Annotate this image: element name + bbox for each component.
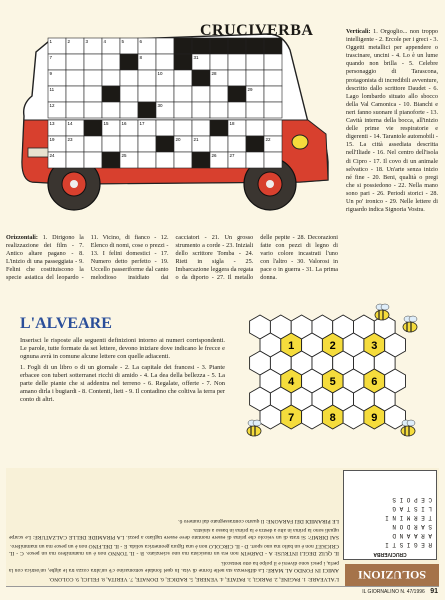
- crossword-cell[interactable]: [246, 70, 264, 86]
- crossword-cell[interactable]: [84, 86, 102, 102]
- black-cell: [102, 152, 120, 168]
- cell-number: 7: [49, 55, 53, 60]
- black-cell: [174, 38, 192, 54]
- hex-number: 3: [371, 340, 378, 352]
- crossword-cell[interactable]: [174, 70, 192, 86]
- piramide-solution: SAI DIRMI?: Si trata di un veicolo che prima di essere montato deve essere tagliato a pezzi. LA PIRAMIDE DELLE CALZATURE: Le scarpe uguali sono la prima in alto a destra e la prima in basso a sinistra.: [9, 526, 339, 540]
- cell-number: 5: [121, 39, 125, 44]
- crossword-cell[interactable]: [210, 136, 228, 152]
- crossword-cell[interactable]: [138, 152, 156, 168]
- crossword-cell[interactable]: [228, 54, 246, 70]
- crossword-cell[interactable]: [66, 152, 84, 168]
- black-cell: [156, 136, 174, 152]
- crossword-cell[interactable]: [210, 54, 228, 70]
- alveare-solution: L'ALVEARE: 1. PAGINE, 2. PARIGI, 3. PATATE, 4. VENERE, 5. RADICE, 6. DONATE, 7. VERITA, 8. FELICI, 9. COLONO.: [48, 576, 339, 582]
- black-cell: [192, 38, 210, 54]
- black-cell: [174, 54, 192, 70]
- crossword-cell[interactable]: [228, 70, 246, 86]
- hex-number: 4: [288, 376, 295, 388]
- black-cell: [210, 38, 228, 54]
- orizzontali-text: 1. Dirigono la realizzazione dei film - 7. Antico altare pagano - 8. L'inizio di una passeggiata - 9. Felini che costituiscono la specie asiatica del leopardo - 11. Vicino, di fianco - 12. Elenco di nomi, cose o prezzi - 13. I felini domestici - 17. Numero detto perfetto - 19. Uccello passeriforme dal canto melodioso insidiato dai cacciatori - 21. Un grosso strumento a corde - 23. Iniziali dello scrittore Tomba - 24. Rieti in sigla - 25. Imbarcazione leggera da regata o da diporto - 27. Il metallo delle pepite - 28. Decorazioni fatte con pezzi di legno di vario colore incastrati l'uno con l'altro - 30. Valorosi in pace o in guerra - 31. La prima donna.: [6, 234, 338, 282]
- crossword-cell[interactable]: [246, 152, 264, 168]
- cell-number: 2: [67, 39, 71, 44]
- crossword-cell[interactable]: [84, 102, 102, 118]
- cell-number: 23: [67, 137, 73, 142]
- crossword-cell[interactable]: [156, 38, 174, 54]
- crossword-cell[interactable]: [246, 120, 264, 136]
- cell-number: 4: [103, 39, 107, 44]
- cell-number: 8: [139, 55, 143, 60]
- cell-number: 22: [265, 137, 271, 142]
- soluzioni-title: SOLUZIONI: [357, 568, 427, 582]
- crossword-cell[interactable]: [138, 70, 156, 86]
- black-cell: [264, 38, 282, 54]
- crossword-cell[interactable]: [156, 120, 174, 136]
- crossword-cell[interactable]: [228, 136, 246, 152]
- soluzioni-section: [6, 468, 439, 587]
- mini-crossword-row: C E P O I S: [392, 496, 432, 503]
- amici-solution: AMICI IN FONDO AL MARE: La differenza sta nelle forme di vita. In quel fondale sottomarino c'è un'altra cozza tra le alghe, un'ostrica con la perla, i pesci sono diversi e il polpo ha otto tentacoli.: [9, 559, 339, 573]
- black-cell: [228, 38, 246, 54]
- mini-crossword: [343, 470, 437, 560]
- piramidi-solution: LE PIRAMIDI DEI FARAONE: Il quarto contrassegnato dal numero 6.: [178, 517, 339, 524]
- crossword-cell[interactable]: [102, 70, 120, 86]
- crossword-cell[interactable]: [66, 86, 84, 102]
- cell-number: 19: [49, 137, 55, 142]
- bus-illustration: [8, 12, 338, 222]
- cell-number: 24: [49, 153, 55, 158]
- crossword-cell[interactable]: [264, 152, 282, 168]
- verticali-text: 1. Orgoglio... non troppo intelligente - 2. Ercole per i greci - 3. Oggetti metallici per appendere o trascinare, uncini - 4. Lo è un lume quando non brilla - 5. Celebre personaggio di Tarascona, protagonista di incredibili avventure, descritto dallo scrittore Daudet - 6. Lago lombardo situato allo sbocco della Val Camonica - 10. Bianchi e neri fanno suonare il pianoforte - 13. Cavità interna della bocca, all'inizio delle prime vie respiratorie e digerenti - 14. Tarantole automobili - 15. La città assediata descritta nell'Iliade - 16. Nel centro dell'isola di Cipro - 17. Il covo di un animale selvatico - 18. Un'arte senza inizio né fine - 20. Beni, qualità o pregi che si possiedono - 22. Nella mano sono pari - 26. Periodi storici - 28. Un po' ironico - 29. Nelle lettere di riguardo indica Signoria Vostra.: [346, 28, 439, 214]
- cruciverba-title: CRUCIVERBA: [200, 22, 314, 39]
- cell-number: 6: [139, 39, 143, 44]
- mini-crossword-title: CRUCIVERBA: [373, 551, 407, 557]
- cell-number: 20: [175, 137, 181, 142]
- crossword-cell[interactable]: [120, 136, 138, 152]
- crossword-cell[interactable]: [192, 120, 210, 136]
- verticali-block: [346, 28, 438, 214]
- crossword-cell[interactable]: [228, 102, 246, 118]
- crossword-cell[interactable]: [210, 86, 228, 102]
- mini-crossword-row: L I S T A G: [392, 505, 432, 512]
- crossword-cell[interactable]: [156, 86, 174, 102]
- magazine-name: IL GIORNALINO N. 47/1996: [362, 589, 425, 595]
- black-cell: [246, 38, 264, 54]
- cell-number: 16: [121, 121, 127, 126]
- crossword-cell[interactable]: [102, 54, 120, 70]
- crossword-cell[interactable]: [120, 70, 138, 86]
- crossword-cell[interactable]: [120, 102, 138, 118]
- cell-number: 14: [67, 121, 73, 126]
- cell-number: 10: [157, 71, 163, 76]
- crossword-cell[interactable]: [66, 102, 84, 118]
- crossword-cell[interactable]: [102, 102, 120, 118]
- crossword-cell[interactable]: [156, 54, 174, 70]
- alveare-section: [0, 305, 445, 465]
- page-number: 91: [430, 588, 438, 595]
- cell-number: 28: [211, 71, 217, 76]
- mini-crossword-rows: [344, 493, 436, 551]
- crossword-cell[interactable]: [66, 54, 84, 70]
- cell-number: 3: [85, 39, 89, 44]
- black-cell: [210, 120, 228, 136]
- cell-number: 17: [139, 121, 145, 126]
- crossword-cell[interactable]: [174, 120, 192, 136]
- crossword-grid[interactable]: [48, 38, 282, 168]
- crossword-cell[interactable]: [210, 102, 228, 118]
- soluzioni-title-box: [345, 564, 439, 586]
- crossword-cell[interactable]: [156, 152, 174, 168]
- crossword-cell[interactable]: [102, 136, 120, 152]
- black-cell: [192, 70, 210, 86]
- mini-crossword-row: T E R M I N I: [385, 514, 432, 521]
- cell-number: 11: [49, 87, 55, 92]
- headlight: [292, 135, 308, 149]
- crossword-cell[interactable]: [264, 120, 282, 136]
- black-cell: [246, 136, 264, 152]
- crossword-cell[interactable]: [192, 86, 210, 102]
- cell-number: 27: [229, 153, 235, 158]
- crossword-cell[interactable]: [138, 86, 156, 102]
- hex-number: 5: [329, 376, 336, 388]
- cell-number: 13: [49, 121, 55, 126]
- mini-crossword-row: R E G I S T I: [385, 541, 432, 548]
- hex-number: 8: [329, 412, 336, 424]
- mini-crossword-row: A R A A N D: [392, 532, 432, 539]
- crossword-cell[interactable]: [264, 70, 282, 86]
- cell-number: 26: [211, 153, 217, 158]
- crossword-cell[interactable]: [246, 102, 264, 118]
- black-cell: [102, 86, 120, 102]
- alveare-instructions: Inserisci le risposte alle seguenti definizioni intorno ai numeri corrispondenti. Le parole, tutte formate da sei lettere, devono iniziare dove indicano le frecce e ognuna avrà in comune alcune lettere con quelle adiacenti.: [20, 337, 225, 361]
- bee-icon: [375, 304, 389, 320]
- bee-icon: [403, 316, 417, 332]
- crossword-cell[interactable]: [84, 136, 102, 152]
- crossword-cell[interactable]: [84, 54, 102, 70]
- hex-number: 2: [329, 340, 336, 352]
- crossword-cell[interactable]: [174, 152, 192, 168]
- honeycomb-puzzle[interactable]: [232, 303, 432, 453]
- cell-number: 1: [49, 39, 53, 44]
- mini-crossword-row: S A R D O N: [392, 523, 432, 530]
- cell-number: 25: [121, 153, 127, 158]
- cell-number: 18: [229, 121, 235, 126]
- crossword-cell[interactable]: [264, 54, 282, 70]
- solutions-text: [9, 516, 339, 582]
- black-cell: [120, 54, 138, 70]
- cell-number: 9: [49, 71, 53, 76]
- intrusi-solution: IL QUIZ DEGLI INTRUSI: A - DARWIN non era un musicista ma uno scienziato. B - IL TONNO non è un mammifero ma un pesce. C - IL CRICKET non è un ballo ma uno sport. D - IL CIRCOLO non è una figura geometrica solida. E - IL DELFINO non è un pesce ma un mammifero.: [9, 543, 339, 557]
- crossword-cell[interactable]: [264, 86, 282, 102]
- crossword-cell[interactable]: [192, 102, 210, 118]
- crossword-cell[interactable]: [84, 152, 102, 168]
- hex-number: 1: [288, 340, 295, 352]
- crossword-cell[interactable]: [120, 86, 138, 102]
- crossword-cell[interactable]: [174, 102, 192, 118]
- hex-number: 7: [288, 412, 295, 424]
- crossword-cell[interactable]: [66, 70, 84, 86]
- alveare-text: [20, 337, 225, 405]
- cell-number: 30: [157, 103, 163, 108]
- hex-number: 9: [371, 412, 378, 424]
- black-cell: [228, 86, 246, 102]
- bee-icon: [247, 420, 261, 436]
- cell-number: 29: [247, 87, 253, 92]
- crossword-cell[interactable]: [246, 54, 264, 70]
- cell-number: 12: [49, 103, 55, 108]
- black-cell: [84, 120, 102, 136]
- cell-number: 31: [193, 55, 199, 60]
- alveare-definitions: 1. Fogli di un libro o di un giornale - 2. La capitale dei francesi - 3. Piante erbacee con tuberi sotterranei ricchi di amido - 4. La dea della bellezza - 5. La parte delle piante che si addentra nel terreno - 6. Regalate, offerte - 7. Non amano dirla i bugiardi - 8. Contenti, lieti - 9. Il contadino che coltiva la terra per conto di altri.: [20, 363, 225, 404]
- cell-number: 15: [103, 121, 109, 126]
- cell-number: 21: [193, 137, 199, 142]
- page-footer: [0, 588, 438, 600]
- hex-number: 6: [371, 376, 378, 388]
- orizzontali-block: [6, 234, 338, 283]
- crossword-cell[interactable]: [84, 70, 102, 86]
- crossword-cell[interactable]: [138, 136, 156, 152]
- crossword-cell[interactable]: [174, 86, 192, 102]
- alveare-title: L'ALVEARE: [20, 315, 112, 332]
- verticali-label: Verticali:: [346, 28, 371, 35]
- bee-icon: [401, 420, 415, 436]
- black-cell: [138, 102, 156, 118]
- black-cell: [192, 152, 210, 168]
- crossword-cell[interactable]: [264, 102, 282, 118]
- orizzontali-label: Orizzontali:: [6, 234, 38, 241]
